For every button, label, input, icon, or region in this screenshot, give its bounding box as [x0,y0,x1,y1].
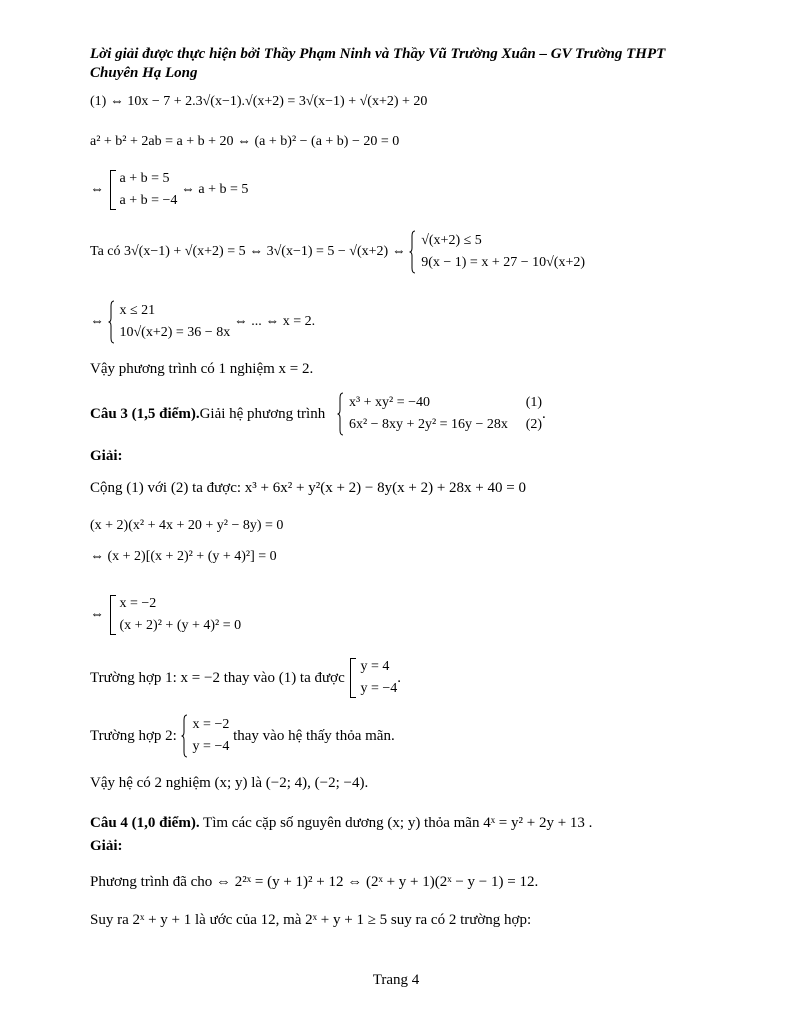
system-line: x ≤ 21 [119,303,156,318]
equivalence-symbol: ⇔ [90,607,104,622]
system-brace [108,300,231,344]
case-line: y = −4 [360,681,398,696]
question-4 [90,814,592,832]
equation-system [90,300,315,344]
equation-line: (1) ⇔ 10x − 7 + 2.3√(x−1).√(x+2) = 3√(x−1) + √(x+2) + 20 [90,94,428,109]
page-number: Trang 4 [372,972,420,988]
equation-number: (1) [525,395,543,410]
system-brace [409,230,585,274]
system-line: √(x+2) ≤ 5 [421,233,482,248]
case-line: (x + 2)² + (y + 4)² = 0 [119,618,242,633]
equation-cases [90,168,248,212]
equation-system [90,230,585,274]
equation-result: ⇔ ... ⇔ x = 2. [233,314,316,329]
case-bracket [108,168,178,212]
brace-icon [409,230,416,274]
header-line-1: Lời giải được thực hiện bởi Thầy Phạm Ninh và Thầy Vũ Trường Xuân – GV Trường THPT [90,46,666,62]
case-bracket [348,656,397,700]
solution-line: Suy ra 2ˣ + y + 1 là ước của 12, mà 2ˣ + y + 1 ≥ 5 suy ra có 2 trường hợp: [90,912,532,928]
question-title: Câu 3 (1,5 điểm). [90,406,200,422]
system-line: 6x² − 8xy + 2y² = 16y − 28x [348,417,508,432]
equivalence-symbol: ⇔ [90,314,104,329]
case-bracket [108,593,242,637]
case-2-line [90,714,395,758]
system-line: 9(x − 1) = x + 27 − 10√(x+2) [421,255,586,270]
equation-numbers [526,392,542,436]
equivalence-symbol: ⇔ [90,182,104,197]
equation-text: Ta có 3√(x−1) + √(x+2) = 5 ⇔ 3√(x−1) = 5 − √(x+2) ⇔ [90,244,406,259]
case-text: Trường hợp 1: x = −2 thay vào (1) ta được [90,670,345,686]
equation-line: a² + b² + 2ab = a + b + 20 ⇔ (a + b)² − (a + b) − 20 = 0 [90,134,400,149]
case-line: y = 4 [360,659,390,674]
solution-cases [90,593,241,637]
solution-line: Phương trình đã cho ⇔ 2²ˣ = (y + 1)² + 12 ⇔ (2ˣ + y + 1)(2ˣ − y − 1) = 12. [90,874,539,890]
solution-heading: Giải: [90,448,123,464]
case-text: thay vào hệ thấy thỏa mãn. [233,728,395,744]
solution-heading: Giải: [90,838,123,854]
brace-icon [108,300,115,344]
solution-line: ⇔ (x + 2)[(x + 2)² + (y + 4)²] = 0 [90,549,277,564]
system-line: x = −2 [192,717,230,732]
conclusion-text: Vậy hệ có 2 nghiệm (x; y) là (−2; 4), (−2; −4). [90,775,369,791]
system-line: x³ + xy² = −40 [348,395,431,410]
system-brace [181,714,230,758]
header-line-2: Chuyên Hạ Long [90,65,198,81]
question-title: Câu 4 (1,0 điểm). [90,815,200,831]
period: . [542,406,546,422]
system-line: y = −4 [192,739,230,754]
question-3 [90,392,546,436]
system-brace [337,392,508,436]
case-line: a + b = 5 [119,171,170,186]
case-1-line [90,656,401,700]
case-text: Trường hợp 2: [90,728,177,744]
conclusion-text: Vậy phương trình có 1 nghiệm x = 2. [90,361,314,377]
equation-number: (2) [525,417,543,432]
equation-result: ⇔ a + b = 5 [180,182,249,197]
system-line: 10√(x+2) = 36 − 8x [119,325,231,340]
period: . [397,670,402,686]
question-prompt: Tìm các cặp số nguyên dương (x; y) thỏa mãn 4ˣ = y² + 2y + 13 . [199,815,593,831]
case-line: a + b = −4 [119,193,178,208]
solution-line: Cộng (1) với (2) ta được: x³ + 6x² + y²(x + 2) − 8y(x + 2) + 28x + 40 = 0 [90,480,526,496]
solution-line: (x + 2)(x² + 4x + 20 + y² − 8y) = 0 [90,518,284,533]
brace-icon [181,714,188,758]
brace-icon [337,392,344,436]
question-prompt: Giải hệ phương trình [199,406,326,422]
case-line: x = −2 [119,596,157,611]
